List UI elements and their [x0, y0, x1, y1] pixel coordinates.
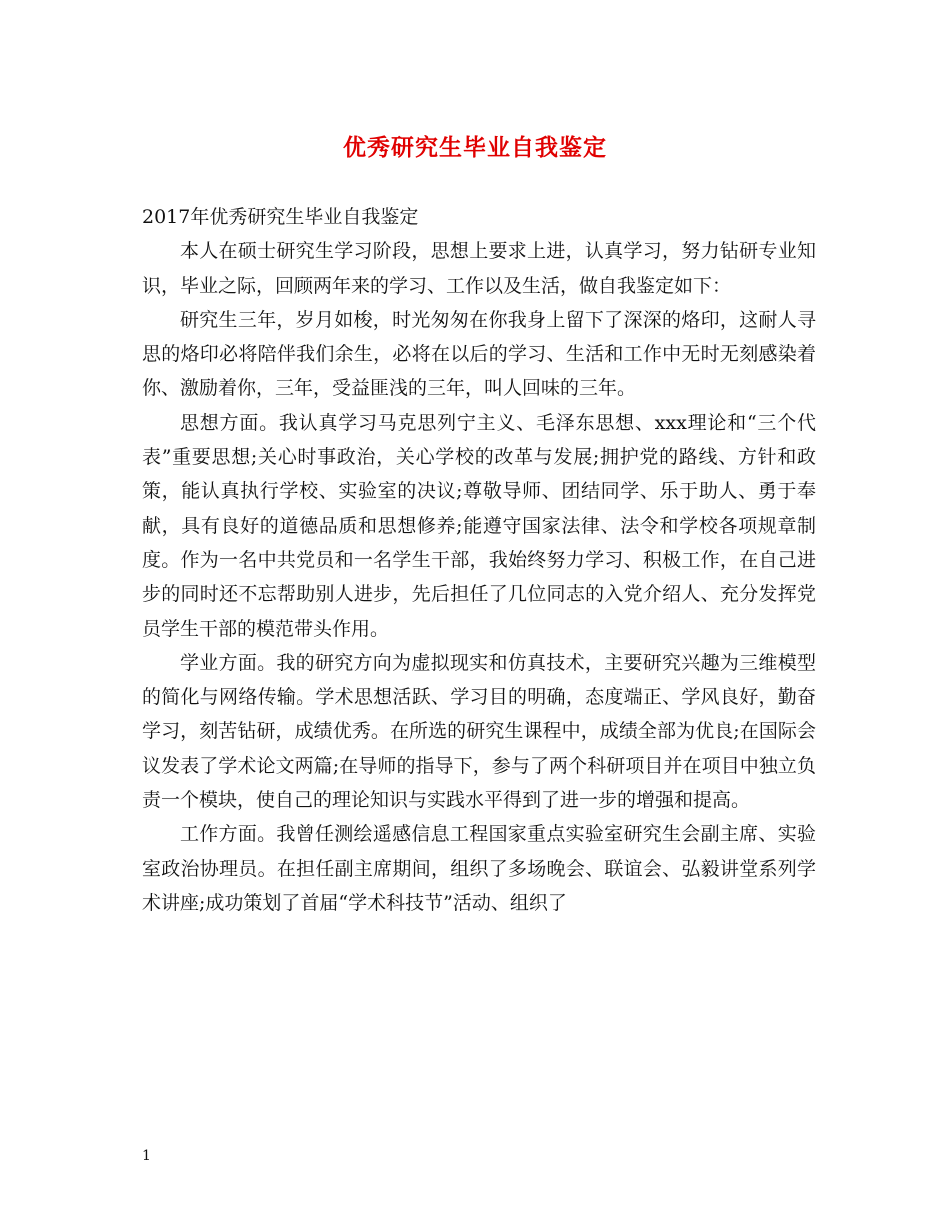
paragraph-work: 工作方面。我曾任测绘遥感信息工程国家重点实验室研究生会副主席、实验室政治协理员。在担任副主席期间，组织了多场晚会、联谊会、弘毅讲堂系列学术讲座;成功策划了首届“学术科技节”活动、组织了 [142, 823, 816, 914]
paragraph-academics: 学业方面。我的研究方向为虚拟现实和仿真技术，主要研究兴趣为三维模型的简化与网络传输。学术思想活跃、学习目的明确，态度端正、学风良好，勤奋学习，刻苦钻研，成绩优秀。在所选的研究生课程中，成绩全部为优良;在国际会议发表了学术论文两篇;在导师的指导下，参与了两个科研项目并在项目中独立负责一个模块，使自己的理论知识与实践水平得到了进一步的增强和提高。 [142, 651, 816, 812]
document-subtitle: 2017年优秀研究生毕业自我鉴定 [142, 206, 419, 228]
document-title: 优秀研究生毕业自我鉴定 [343, 134, 607, 161]
page-number: 1 [142, 1148, 151, 1164]
paragraph-reflection: 研究生三年，岁月如梭，时光匆匆在你我身上留下了深深的烙印，这耐人寻思的烙印必将陪伴我们余生，必将在以后的学习、生活和工作中无时无刻感染着你、激励着你，三年，受益匪浅的三年，叫人回味的三年。 [142, 308, 816, 400]
paragraph-intro: 本人在硕士研究生学习阶段，思想上要求上进，认真学习，努力钻研专业知识，毕业之际，回顾两年来的学习、工作以及生活，做自我鉴定如下： [142, 240, 816, 297]
paragraph-ideology: 思想方面。我认真学习马克思列宁主义、毛泽东思想、xxx理论和“三个代表”重要思想;关心时事政治，关心学校的改革与发展;拥护党的路线、方针和政策，能认真执行学校、实验室的决议;尊敬导师、团结同学、乐于助人、勇于奉献，具有良好的道德品质和思想修养;能遵守国家法律、法令和学校各项规章制度。作为一名中共党员和一名学生干部，我始终努力学习、积极工作，在自己进步的同时还不忘帮助别人进步，先后担任了几位同志的入党介绍人、充分发挥党员学生干部的模范带头作用。 [142, 411, 816, 640]
document-body [142, 200, 816, 920]
